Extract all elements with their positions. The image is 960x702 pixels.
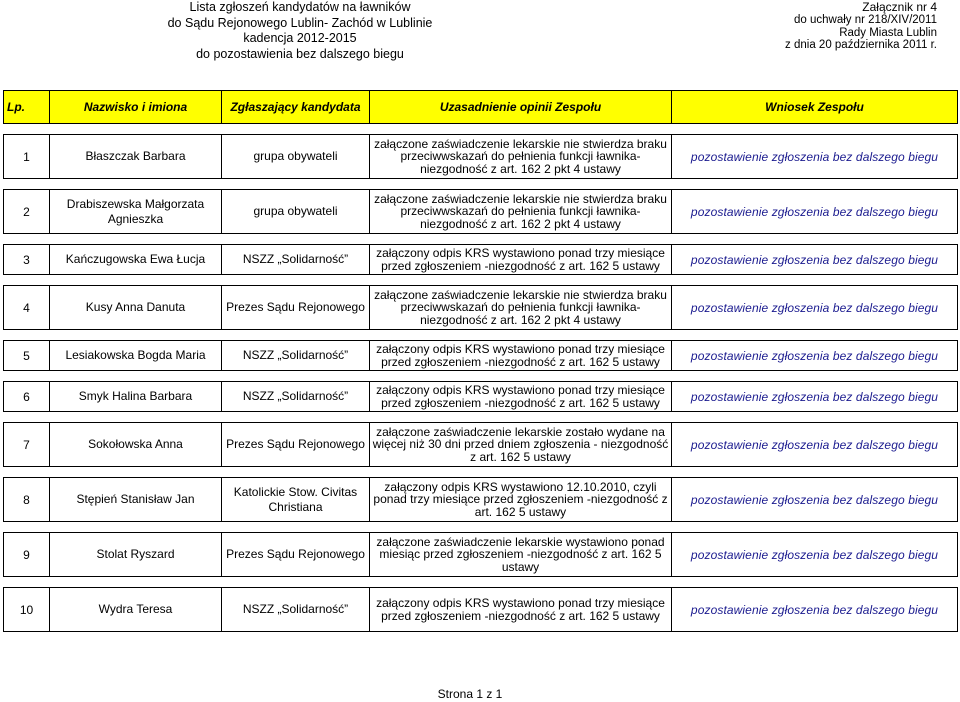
- cell-submitter: Prezes Sądu Rejonowego: [222, 533, 370, 577]
- table-body: [4, 124, 958, 632]
- cell-justification: załączone zaświadczenie lekarskie nie stwierdza braku przeciwwskazań do pełnienia funkcji ławnika- niezgodność z art. 162 2 pkt 4 ustawy: [370, 135, 672, 179]
- candidates-table: [3, 90, 958, 632]
- cell-justification: załączony odpis KRS wystawiono ponad trzy miesiące przed zgłoszeniem -niezgodność z art. 162 5 ustawy: [370, 341, 672, 371]
- cell-name: Kańczugowska Ewa Łucja: [50, 245, 222, 275]
- row-spacer: [4, 179, 958, 190]
- table-row: [4, 423, 958, 467]
- row-spacer-cell: [4, 577, 958, 588]
- cell-justification: załączony odpis KRS wystawiono 12.10.2010, czyli ponad trzy miesiące przed zgłoszeniem -niezgodność z art. 162 5 ustawy: [370, 478, 672, 522]
- cell-motion: pozostawienie zgłoszenia bez dalszego biegu: [672, 286, 958, 330]
- cell-name: Wydra Teresa: [50, 588, 222, 632]
- cell-motion: pozostawienie zgłoszenia bez dalszego biegu: [672, 423, 958, 467]
- row-spacer: [4, 371, 958, 382]
- cell-name: Kusy Anna Danuta: [50, 286, 222, 330]
- cell-lp: 8: [4, 478, 50, 522]
- cell-justification: załączone zaświadczenie lekarskie zostało wydane na więcej niż 30 dni przed dniem zgłoszenia - niezgodność z art. 162 5 ustawy: [370, 423, 672, 467]
- column-header-motion: Wniosek Zespołu: [672, 91, 958, 124]
- row-spacer: [4, 124, 958, 135]
- cell-name: Smyk Halina Barbara: [50, 382, 222, 412]
- cell-lp: 7: [4, 423, 50, 467]
- cell-lp: 2: [4, 190, 50, 234]
- column-header-justification: Uzasadnienie opinii Zespołu: [370, 91, 672, 124]
- column-header-name: Nazwisko i imiona: [50, 91, 222, 124]
- cell-justification: załączony odpis KRS wystawiono ponad trzy miesiące przed zgłoszeniem -niezgodność z art. 162 5 ustawy: [370, 245, 672, 275]
- row-spacer: [4, 577, 958, 588]
- attachment-line: do uchwały nr 218/XIV/2011: [794, 13, 937, 26]
- cell-motion: pozostawienie zgłoszenia bez dalszego biegu: [672, 190, 958, 234]
- cell-motion: pozostawienie zgłoszenia bez dalszego biegu: [672, 245, 958, 275]
- title-line: do pozostawienia bez dalszego biegu: [196, 46, 404, 61]
- cell-name: Błaszczak Barbara: [50, 135, 222, 179]
- column-header-lp: Lp.: [4, 91, 50, 124]
- cell-motion: pozostawienie zgłoszenia bez dalszego biegu: [672, 382, 958, 412]
- cell-justification: załączone zaświadczenie lekarskie wystawiono ponad miesiąc przed zgłoszeniem -niezgodność z art. 162 5 ustawy: [370, 533, 672, 577]
- table-row: [4, 478, 958, 522]
- cell-submitter: grupa obywateli: [222, 190, 370, 234]
- title-line: kadencja 2012-2015: [243, 31, 357, 45]
- table-row: [4, 588, 958, 632]
- row-spacer-cell: [4, 522, 958, 533]
- cell-justification: załączony odpis KRS wystawiono ponad trzy miesiące przed zgłoszeniem -niezgodność z art. 162 5 ustawy: [370, 382, 672, 412]
- row-spacer: [4, 522, 958, 533]
- title-line: do Sądu Rejonowego Lublin- Zachód w Lublinie: [167, 15, 433, 30]
- table-row: [4, 341, 958, 371]
- column-header-submitter: Zgłaszający kandydata: [222, 91, 370, 124]
- cell-lp: 5: [4, 341, 50, 371]
- cell-submitter: Prezes Sądu Rejonowego: [222, 423, 370, 467]
- row-spacer-cell: [4, 124, 958, 135]
- cell-lp: 1: [4, 135, 50, 179]
- cell-motion: pozostawienie zgłoszenia bez dalszego biegu: [672, 588, 958, 632]
- row-spacer: [4, 275, 958, 286]
- row-spacer-cell: [4, 371, 958, 382]
- cell-motion: pozostawienie zgłoszenia bez dalszego biegu: [672, 478, 958, 522]
- cell-submitter: NSZZ „Solidarność”: [222, 588, 370, 632]
- row-spacer-cell: [4, 275, 958, 286]
- attachment-line: Rady Miasta Lublin: [839, 26, 937, 39]
- row-spacer: [4, 330, 958, 341]
- cell-name: Sokołowska Anna: [50, 423, 222, 467]
- cell-lp: 9: [4, 533, 50, 577]
- cell-name: Drabiszewska Małgorzata Agnieszka: [50, 190, 222, 234]
- cell-motion: pozostawienie zgłoszenia bez dalszego biegu: [672, 341, 958, 371]
- cell-name: Stolat Ryszard: [50, 533, 222, 577]
- row-spacer-cell: [4, 412, 958, 423]
- table-row: [4, 382, 958, 412]
- table-row: [4, 533, 958, 577]
- cell-submitter: Prezes Sądu Rejonowego: [222, 286, 370, 330]
- row-spacer-cell: [4, 467, 958, 478]
- title-line: Lista zgłoszeń kandydatów na ławników: [189, 0, 411, 14]
- row-spacer: [4, 467, 958, 478]
- document-title: [140, 0, 460, 62]
- table-row: [4, 286, 958, 330]
- row-spacer: [4, 412, 958, 423]
- cell-lp: 4: [4, 286, 50, 330]
- attachment-line: Załącznik nr 4: [862, 0, 937, 14]
- cell-submitter: grupa obywateli: [222, 135, 370, 179]
- table-header-row: [4, 91, 958, 124]
- cell-submitter: NSZZ „Solidarność”: [222, 245, 370, 275]
- cell-lp: 10: [4, 588, 50, 632]
- cell-motion: pozostawienie zgłoszenia bez dalszego biegu: [672, 135, 958, 179]
- row-spacer-cell: [4, 234, 958, 245]
- row-spacer-cell: [4, 330, 958, 341]
- cell-submitter: Katolickie Stow. Civitas Christiana: [222, 478, 370, 522]
- attachment-reference: [717, 1, 937, 52]
- page-number: Strona 1 z 1: [437, 687, 503, 701]
- table-row: [4, 245, 958, 275]
- table-row: [4, 190, 958, 234]
- attachment-line: z dnia 20 października 2011 r.: [785, 39, 937, 52]
- cell-submitter: NSZZ „Solidarność”: [222, 341, 370, 371]
- cell-name: Stępień Stanisław Jan: [50, 478, 222, 522]
- cell-motion: pozostawienie zgłoszenia bez dalszego biegu: [672, 533, 958, 577]
- row-spacer-cell: [4, 179, 958, 190]
- cell-justification: załączone zaświadczenie lekarskie nie stwierdza braku przeciwwskazań do pełnienia funkcji ławnika- niezgodność z art. 162 2 pkt 4 ustawy: [370, 286, 672, 330]
- cell-submitter: NSZZ „Solidarność”: [222, 382, 370, 412]
- table-row: [4, 135, 958, 179]
- row-spacer: [4, 234, 958, 245]
- cell-lp: 3: [4, 245, 50, 275]
- cell-lp: 6: [4, 382, 50, 412]
- cell-name: Lesiakowska Bogda Maria: [50, 341, 222, 371]
- cell-justification: załączone zaświadczenie lekarskie nie stwierdza braku przeciwwskazań do pełnienia funkcji ławnika- niezgodność z art. 162 2 pkt 4 ustawy: [370, 190, 672, 234]
- cell-justification: załączony odpis KRS wystawiono ponad trzy miesiące przed zgłoszeniem -niezgodność z art. 162 5 ustawy: [370, 588, 672, 632]
